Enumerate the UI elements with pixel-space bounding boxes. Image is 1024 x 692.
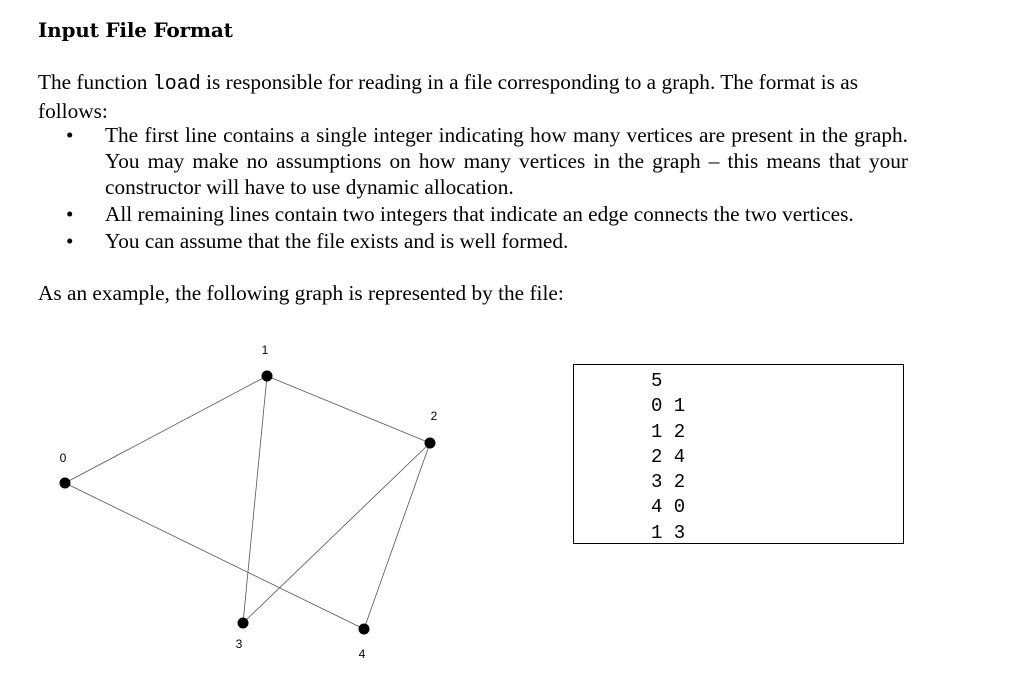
graph-vertex-3 (238, 618, 249, 629)
graph-vertex-2 (425, 438, 436, 449)
bullet-text: The first line contains a single integer indicating how many vertices are present in the graph. You may make no assumptions on how many vertices in the graph – this means that your constructor will have to use dynamic allocation. (105, 123, 908, 199)
bullet-item-file-exists (64, 228, 908, 254)
graph-vertex-label: 3 (235, 637, 243, 651)
graph-vertex-label: 2 (430, 409, 438, 423)
bullet-item-first-line (64, 122, 908, 200)
intro-text-before: The function (38, 70, 153, 94)
graph-vertex-1 (262, 371, 273, 382)
bullet-item-remaining-lines (64, 201, 908, 227)
file-line: 4 0 (651, 496, 686, 519)
graph-vertex-label: 0 (59, 451, 67, 465)
graph-edge-3-2 (243, 443, 430, 623)
section-heading: Input File Format (38, 18, 233, 42)
graph-vertices (60, 343, 438, 661)
bullet-marker: • (66, 229, 74, 253)
file-contents (651, 369, 685, 546)
example-file-box (573, 364, 904, 544)
file-line: 5 (651, 370, 663, 392)
file-line: 1 3 (651, 521, 686, 544)
file-line: 1 2 (651, 420, 686, 443)
function-name-code: load (152, 73, 201, 96)
graph-edge-4-0 (65, 483, 364, 629)
file-line: 2 4 (651, 445, 686, 468)
format-bullet-list (64, 122, 908, 254)
graph-edge-0-1 (65, 376, 267, 483)
file-line: 0 1 (651, 395, 686, 418)
intro-paragraph (38, 69, 918, 124)
bullet-marker: • (66, 202, 74, 226)
bullet-marker: • (66, 123, 74, 147)
graph-vertex-4 (359, 624, 370, 635)
graph-edges (65, 376, 430, 629)
example-sentence: As an example, the following graph is represented by the file: (38, 281, 564, 305)
graph-diagram (0, 330, 480, 670)
graph-edge-1-3 (243, 376, 267, 623)
graph-vertex-label: 4 (358, 647, 366, 661)
file-line: 3 2 (651, 471, 686, 494)
bullet-text: All remaining lines contain two integers that indicate an edge connects the two vertices. (105, 202, 854, 226)
graph-vertex-label: 1 (261, 343, 269, 357)
graph-edge-1-2 (267, 376, 430, 443)
bullet-text: You can assume that the file exists and is well formed. (105, 229, 569, 253)
graph-vertex-0 (60, 478, 71, 489)
intro-text-after: is responsible for reading in a file corresponding to a graph. The format is as follows: (38, 70, 859, 123)
graph-edge-2-4 (364, 443, 430, 629)
